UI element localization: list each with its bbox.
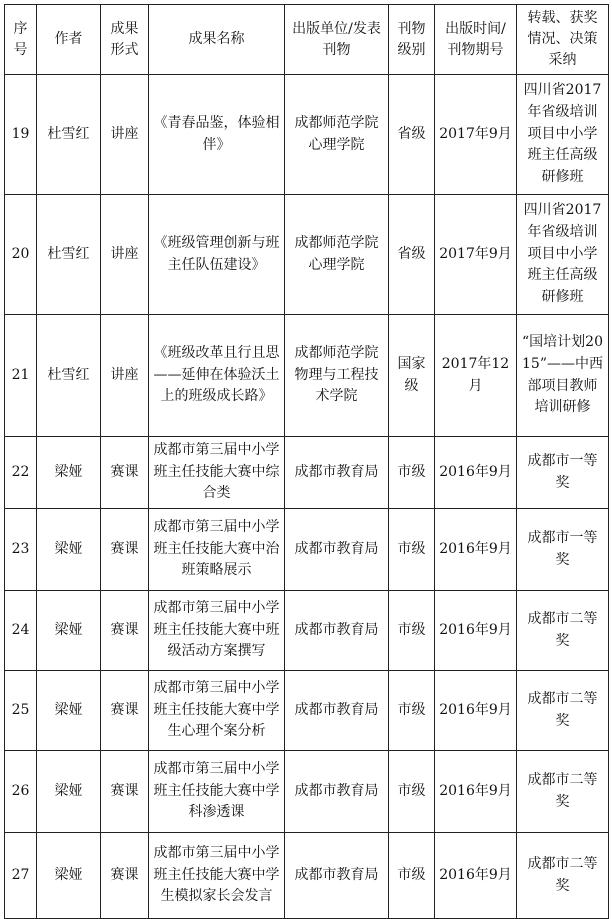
cell-title: 成都市第三届中小学班主任技能大赛中综合类 <box>149 437 285 509</box>
cell-publisher: 成都市教育局 <box>285 751 389 833</box>
cell-title: 成都市第三届中小学班主任技能大赛中学生心理个案分析 <box>149 671 285 751</box>
header-seq: 序号 <box>5 5 37 75</box>
header-form: 成果形式 <box>101 5 149 75</box>
table-row <box>5 751 609 833</box>
cell-seq: 24 <box>5 591 37 671</box>
cell-date: 2016年9月 <box>435 833 517 919</box>
cell-seq: 26 <box>5 751 37 833</box>
cell-level: 市级 <box>389 509 435 591</box>
cell-seq: 22 <box>5 437 37 509</box>
table-row <box>5 315 609 437</box>
cell-author: 梁娅 <box>37 591 101 671</box>
cell-author: 梁娅 <box>37 437 101 509</box>
cell-title: 《班级管理创新与班主任队伍建设》 <box>149 195 285 315</box>
header-awards: 转载、获奖情况、决策采纳 <box>517 5 609 75</box>
cell-level: 市级 <box>389 437 435 509</box>
cell-form: 赛课 <box>101 509 149 591</box>
cell-date: 2016年9月 <box>435 509 517 591</box>
cell-level: 市级 <box>389 833 435 919</box>
table-row <box>5 195 609 315</box>
cell-author: 梁娅 <box>37 751 101 833</box>
cell-level: 省级 <box>389 75 435 195</box>
cell-title: 成都市第三届中小学班主任技能大赛中学生模拟家长会发言 <box>149 833 285 919</box>
cell-publisher: 成都市教育局 <box>285 671 389 751</box>
cell-awards: “国培计划2015”——中西部项目教师培训研修 <box>517 315 609 437</box>
cell-seq: 21 <box>5 315 37 437</box>
cell-level: 市级 <box>389 591 435 671</box>
cell-title: 《青春品鉴，体验相伴》 <box>149 75 285 195</box>
table-row <box>5 671 609 751</box>
cell-awards: 成都市二等奖 <box>517 751 609 833</box>
cell-author: 杜雪红 <box>37 195 101 315</box>
cell-date: 2017年9月 <box>435 75 517 195</box>
cell-seq: 19 <box>5 75 37 195</box>
cell-form: 赛课 <box>101 833 149 919</box>
cell-awards: 成都市二等奖 <box>517 671 609 751</box>
header-level: 刊物级别 <box>389 5 435 75</box>
cell-awards: 成都市二等奖 <box>517 591 609 671</box>
cell-date: 2017年12月 <box>435 315 517 437</box>
cell-awards: 成都市一等奖 <box>517 437 609 509</box>
table-row <box>5 75 609 195</box>
cell-date: 2016年9月 <box>435 671 517 751</box>
cell-seq: 23 <box>5 509 37 591</box>
cell-author: 梁娅 <box>37 671 101 751</box>
cell-form: 赛课 <box>101 437 149 509</box>
header-title: 成果名称 <box>149 5 285 75</box>
cell-form: 讲座 <box>101 195 149 315</box>
cell-awards: 四川省2017年省级培训项目中小学班主任高级研修班 <box>517 195 609 315</box>
header-author: 作者 <box>37 5 101 75</box>
table-row <box>5 591 609 671</box>
cell-level: 市级 <box>389 671 435 751</box>
cell-level: 省级 <box>389 195 435 315</box>
cell-seq: 25 <box>5 671 37 751</box>
header-publisher: 出版单位/发表刊物 <box>285 5 389 75</box>
cell-publisher: 成都师范学院心理学院 <box>285 75 389 195</box>
cell-level: 国家级 <box>389 315 435 437</box>
cell-date: 2016年9月 <box>435 751 517 833</box>
cell-publisher: 成都师范学院物理与工程技术学院 <box>285 315 389 437</box>
cell-form: 赛课 <box>101 751 149 833</box>
table-row <box>5 509 609 591</box>
cell-title: 成都市第三届中小学班主任技能大赛中学科渗透课 <box>149 751 285 833</box>
cell-awards: 成都市一等奖 <box>517 509 609 591</box>
cell-author: 杜雪红 <box>37 75 101 195</box>
cell-form: 讲座 <box>101 315 149 437</box>
cell-awards: 四川省2017年省级培训项目中小学班主任高级研修班 <box>517 75 609 195</box>
cell-form: 赛课 <box>101 671 149 751</box>
cell-seq: 20 <box>5 195 37 315</box>
cell-date: 2016年9月 <box>435 437 517 509</box>
cell-awards: 成都市二等奖 <box>517 833 609 919</box>
cell-publisher: 成都市教育局 <box>285 591 389 671</box>
cell-title: 《班级改革且行且思——延伸在体验沃土上的班级成长路》 <box>149 315 285 437</box>
cell-author: 梁娅 <box>37 833 101 919</box>
cell-publisher: 成都师范学院心理学院 <box>285 195 389 315</box>
cell-publisher: 成都市教育局 <box>285 437 389 509</box>
table-row <box>5 833 609 919</box>
achievements-table <box>4 4 609 919</box>
cell-date: 2016年9月 <box>435 591 517 671</box>
cell-title: 成都市第三届中小学班主任技能大赛中治班策略展示 <box>149 509 285 591</box>
cell-form: 讲座 <box>101 75 149 195</box>
cell-publisher: 成都市教育局 <box>285 833 389 919</box>
table-row <box>5 437 609 509</box>
cell-author: 杜雪红 <box>37 315 101 437</box>
cell-title: 成都市第三届中小学班主任技能大赛中班级活动方案撰写 <box>149 591 285 671</box>
cell-author: 梁娅 <box>37 509 101 591</box>
header-date: 出版时间/刊物期号 <box>435 5 517 75</box>
cell-seq: 27 <box>5 833 37 919</box>
cell-level: 市级 <box>389 751 435 833</box>
cell-form: 赛课 <box>101 591 149 671</box>
cell-date: 2017年9月 <box>435 195 517 315</box>
header-row <box>5 5 609 75</box>
cell-publisher: 成都市教育局 <box>285 509 389 591</box>
